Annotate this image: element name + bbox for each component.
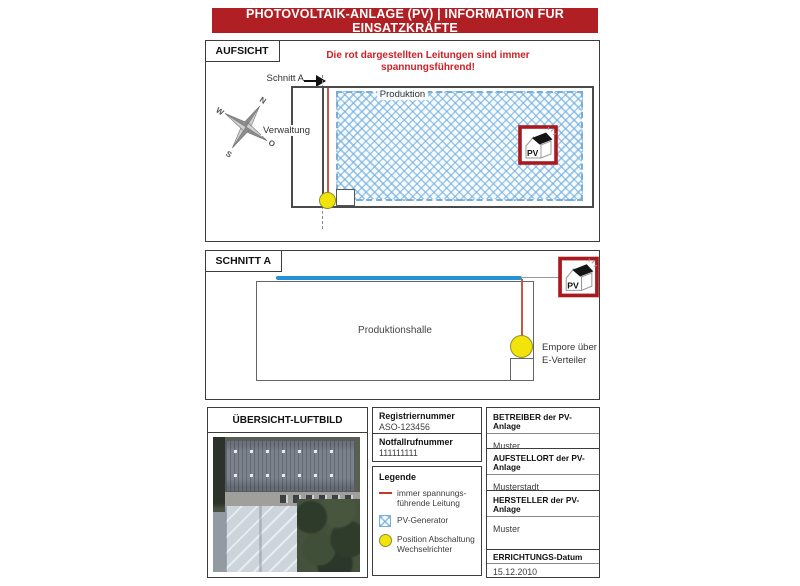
betreiber-value: Muster: [493, 441, 520, 451]
produktion-label-wrap: [206, 89, 599, 100]
legend-item-pv-generator: [379, 515, 475, 527]
verwaltung-label: Verwaltung: [263, 125, 311, 136]
betreiber-section: [487, 408, 599, 449]
aerial-skylight-row: [234, 474, 347, 477]
luftbild-box: [207, 407, 368, 578]
inverter-shutdown-marker: [319, 192, 336, 209]
icon-connector-line: [521, 277, 561, 278]
aufsicht-panel: [205, 40, 600, 242]
aerial-side-building: [213, 512, 225, 572]
registriernummer-label: Registriernummer: [379, 411, 455, 421]
notfallrufnummer-value: 111111111: [379, 448, 418, 458]
produktion-label: Produktion: [377, 89, 428, 100]
legend-item-line2: Wechselrichter: [397, 544, 453, 554]
red-line-icon: [379, 492, 392, 494]
produktionshalle-label: Produktionshalle: [358, 325, 432, 336]
legend-header: Legende: [379, 472, 417, 482]
compass-north-label: N: [257, 95, 268, 106]
compass-west-label: W: [214, 105, 226, 118]
empore-label-line1: Empore über: [542, 342, 597, 353]
live-line-warning: Die rot dargestellten Leitungen sind immer spannungsführend!: [326, 50, 530, 73]
pv-hatch-icon: [379, 515, 391, 527]
legend-box: [372, 466, 482, 576]
aerial-photo: [213, 437, 360, 572]
pv-icon-label: PV: [567, 280, 579, 291]
legend-item-line1: Position Abschaltung: [397, 534, 475, 544]
errichtungsdatum-value: 15.12.2010: [493, 567, 538, 577]
schnitt-a-callout: Schnitt A: [244, 73, 306, 84]
hersteller-section: [487, 491, 599, 550]
empore-outline: [510, 358, 534, 381]
registry-box: [372, 407, 482, 462]
schnitt-header: SCHNITT A: [205, 250, 283, 272]
yellow-circle-icon: [379, 534, 392, 547]
schnitt-panel: [205, 250, 600, 400]
aufstellort-value: Musterstadt: [493, 482, 539, 492]
pv-house-icon: [558, 256, 599, 298]
aufstellort-section: [487, 449, 599, 491]
e-verteiler-room-outline: [336, 189, 355, 206]
aerial-skylight-row: [234, 450, 347, 453]
hersteller-label: HERSTELLER der PV-Anlage: [487, 491, 599, 517]
legend-item-line1: PV-Generator: [397, 515, 449, 525]
aerial-factory-roof: [225, 440, 355, 492]
compass-south-label: S: [224, 149, 234, 160]
verwaltung-building-outline: [291, 86, 324, 208]
pv-icon-label: PV: [527, 148, 539, 158]
registriernummer-value: ASO-123456: [379, 422, 430, 432]
errichtungsdatum-section: [487, 550, 599, 577]
page-title: PHOTOVOLTAIK-ANLAGE (PV) | INFORMATION FÜR EINSATZKRÄFTE: [212, 8, 598, 33]
plant-details-box: [486, 407, 600, 578]
live-dc-line: [327, 88, 329, 203]
compass-east-label: O: [266, 137, 277, 149]
aufstellort-label: AUFSTELLORT der PV-Anlage: [487, 449, 599, 475]
pv-roof-modules-line: [276, 276, 522, 280]
legend-item-line1: immer spannungs-: [397, 488, 467, 498]
empore-label: [542, 341, 597, 367]
notfallrufnummer-label: Notfallrufnummer: [379, 437, 453, 447]
legend-item-live-line: [379, 488, 475, 508]
hersteller-value: Muster: [493, 524, 520, 534]
betreiber-label: BETREIBER der PV-Anlage: [487, 408, 599, 434]
aufsicht-header: AUFSICHT: [205, 40, 280, 62]
notfallrufnummer-row: [373, 434, 481, 461]
legend-item-shutdown: [379, 534, 475, 554]
luftbild-header: ÜBERSICHT-LUFTBILD: [208, 408, 367, 433]
errichtungsdatum-label: ERRICHTUNGS-Datum: [487, 550, 599, 564]
empore-label-line2: E-Verteiler: [542, 355, 587, 366]
inverter-shutdown-marker-section: [510, 335, 533, 358]
pv-house-icon: [518, 125, 558, 165]
aerial-trees-right: [297, 499, 360, 572]
legend-item-line2: führende Leitung: [397, 498, 460, 508]
registriernummer-row: [373, 408, 481, 434]
aerial-hall-roof: [225, 506, 297, 572]
